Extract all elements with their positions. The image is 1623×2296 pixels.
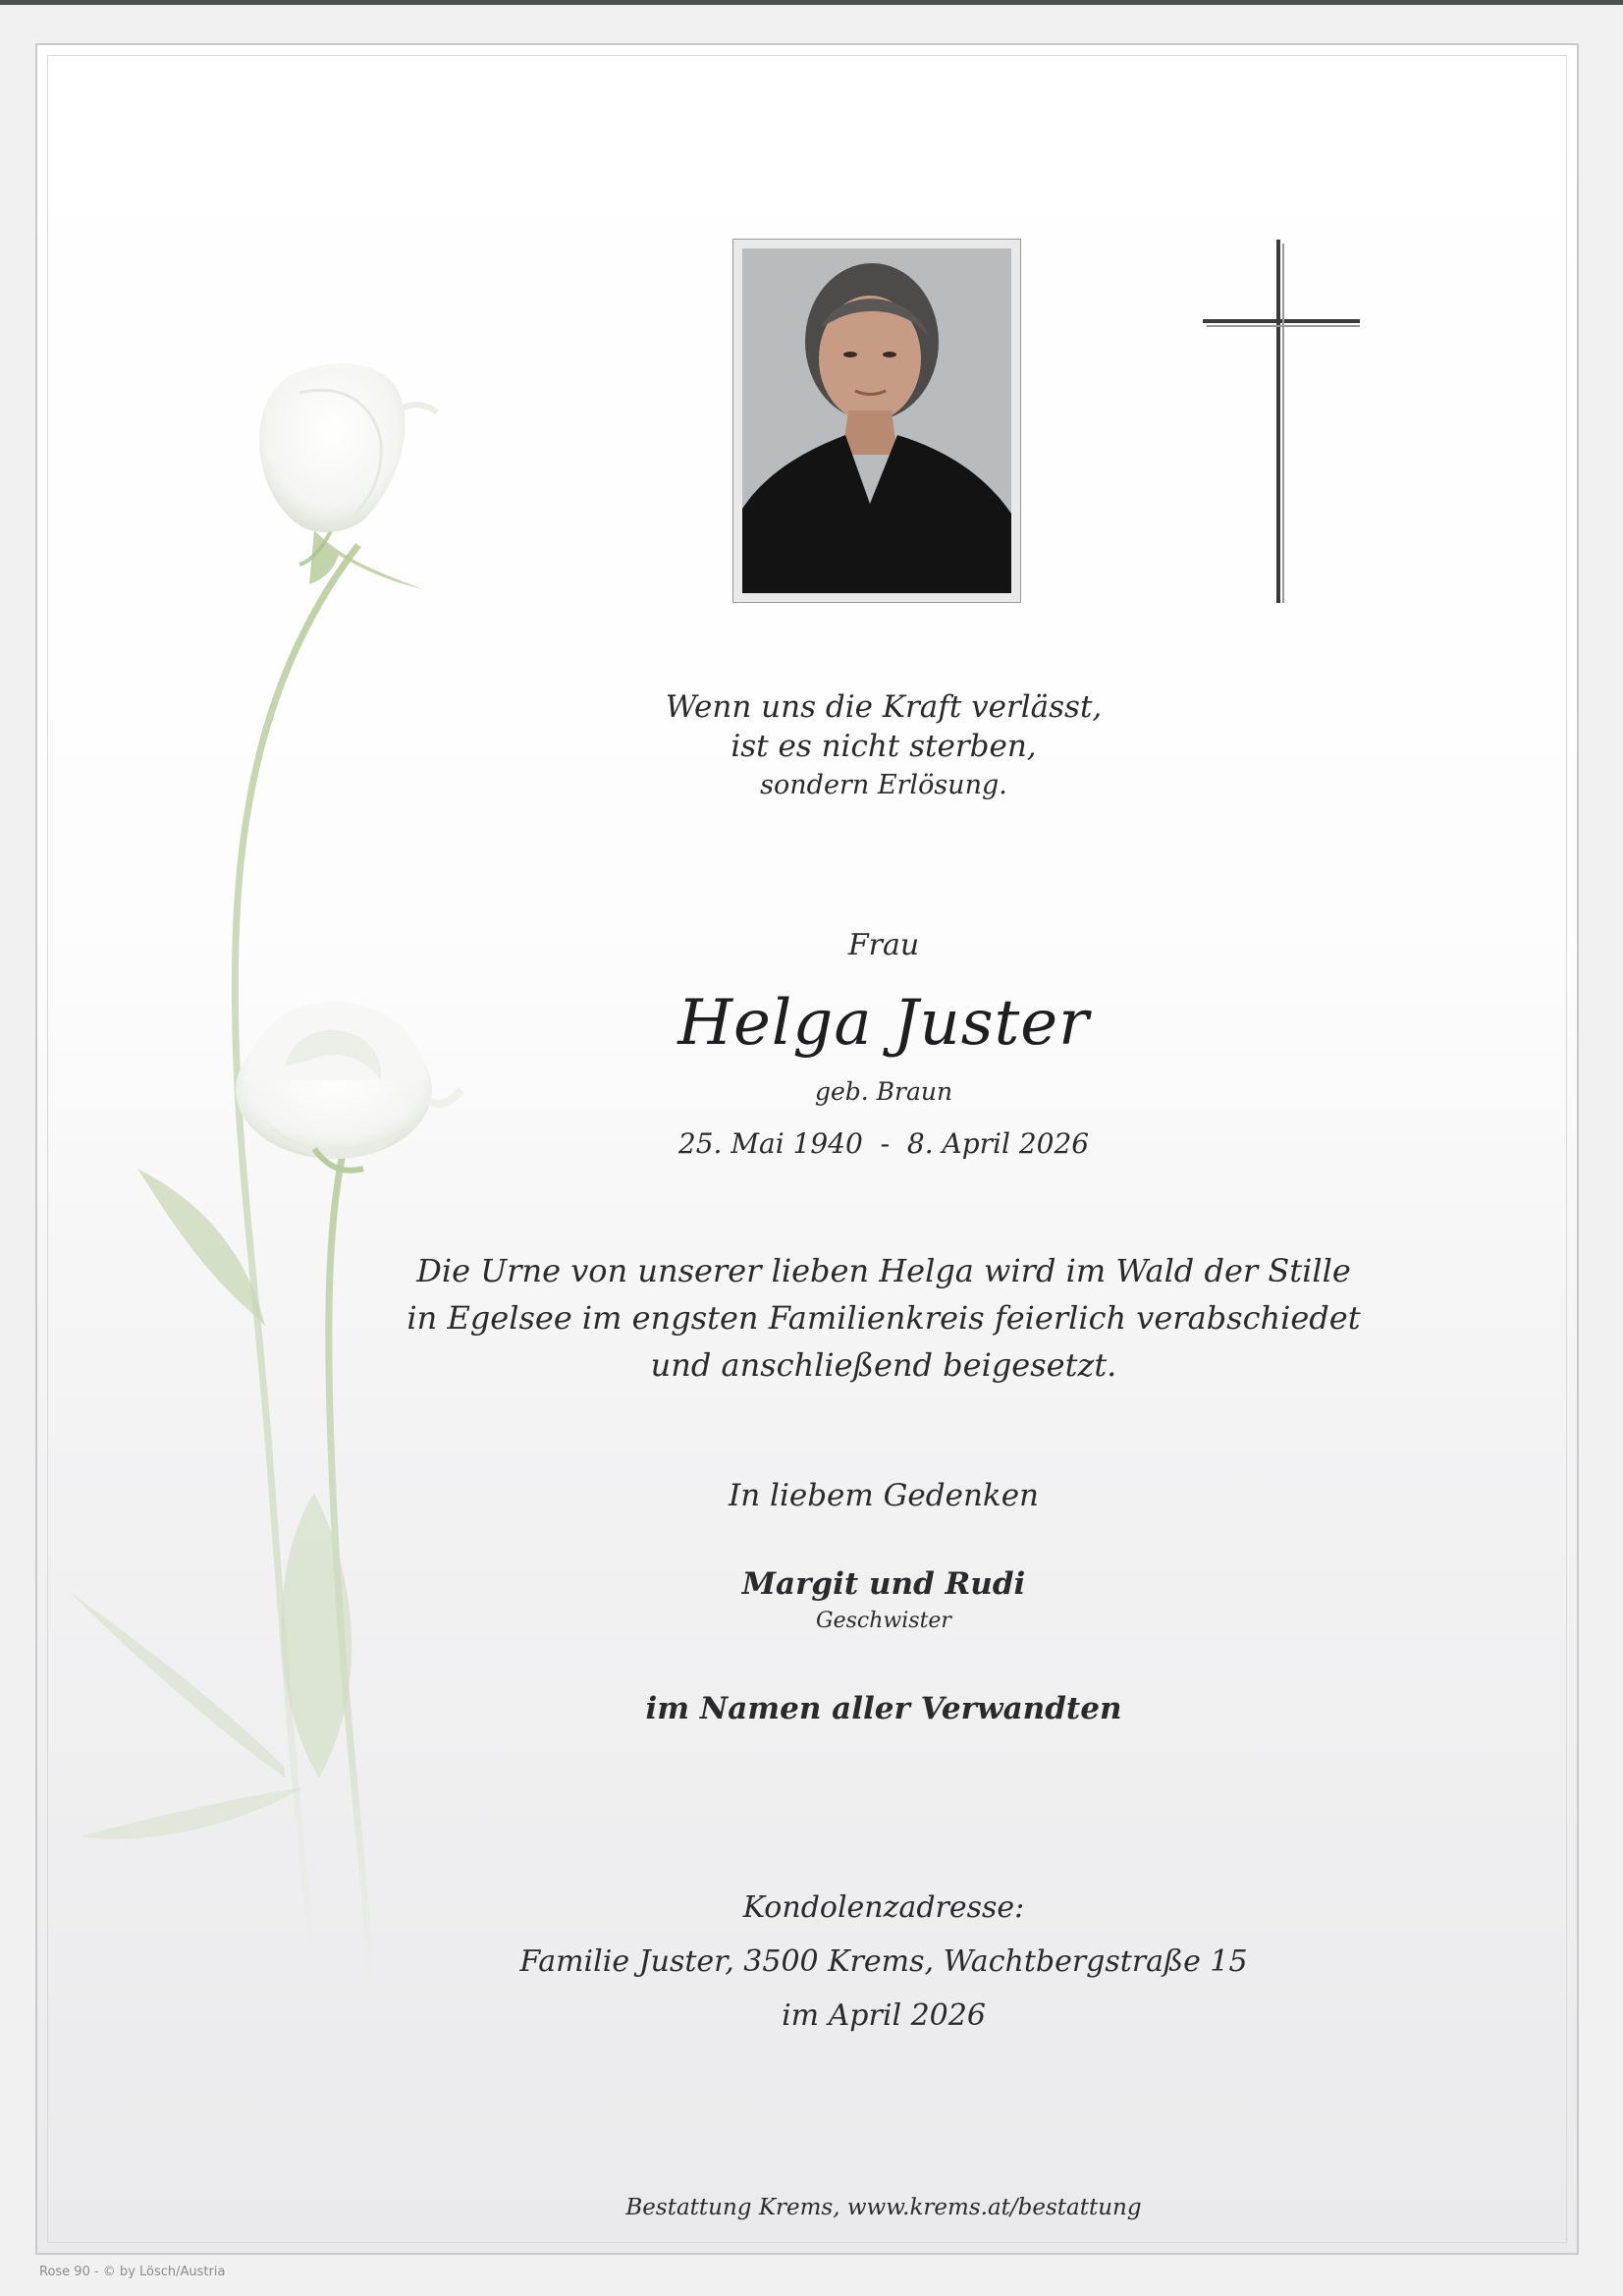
- quote-line-2: ist es nicht sterben,: [730, 729, 1037, 764]
- quote-line-3: sondern Erlösung.: [760, 770, 1007, 800]
- copyright-note: Rose 90 - © by Lösch/Austria: [39, 2265, 226, 2279]
- leaf-4: [79, 1787, 304, 1839]
- deceased-name: Helga Juster: [677, 987, 1090, 1060]
- announcement-line-1: Die Urne von unserer lieben Helga wird im Wald der Stille: [416, 1252, 1351, 1289]
- salutation: Frau: [847, 928, 920, 962]
- mourner-names: Margit und Rudi: [741, 1566, 1026, 1602]
- undertaker-line: Bestattung Krems, www.krems.at/bestattung: [625, 2195, 1142, 2220]
- announcement-line-3: und anschließend beigesetzt.: [650, 1346, 1117, 1384]
- rose-bud-upper: [259, 363, 406, 532]
- top-edge: [0, 0, 1623, 5]
- condolence-block: [393, 1881, 1375, 2043]
- roses-illustration: [49, 334, 491, 2052]
- life-dates: 25. Mai 1940 - 8. April 2026: [677, 1127, 1090, 1160]
- memorial-quote: [393, 687, 1375, 805]
- condolence-date: im April 2026: [782, 1998, 986, 2033]
- mourner-relation: Geschwister: [816, 1609, 951, 1633]
- leaf-3: [69, 1591, 285, 1777]
- condolence-address: Familie Juster, 3500 Krems, Wachtbergstraße 15: [519, 1944, 1248, 1979]
- condolence-label: Kondolenzadresse:: [742, 1890, 1025, 1925]
- announcement-text: [373, 1247, 1394, 1389]
- announcement-line-2: in Egelsee im engsten Familienkreis feierlich verabschiedet: [406, 1299, 1361, 1337]
- birth-name: geb. Braun: [814, 1077, 953, 1106]
- portrait-illustration: [742, 248, 1011, 593]
- relatives-line: im Namen aller Verwandten: [645, 1691, 1122, 1726]
- portrait-frame: [732, 239, 1021, 603]
- stem-upper: [235, 545, 358, 2003]
- quote-line-1: Wenn uns die Kraft verlässt,: [665, 689, 1103, 725]
- portrait-photo: [742, 248, 1011, 593]
- cross-icon: [1198, 236, 1365, 609]
- memorial-intro: In liebem Gedenken: [728, 1478, 1040, 1513]
